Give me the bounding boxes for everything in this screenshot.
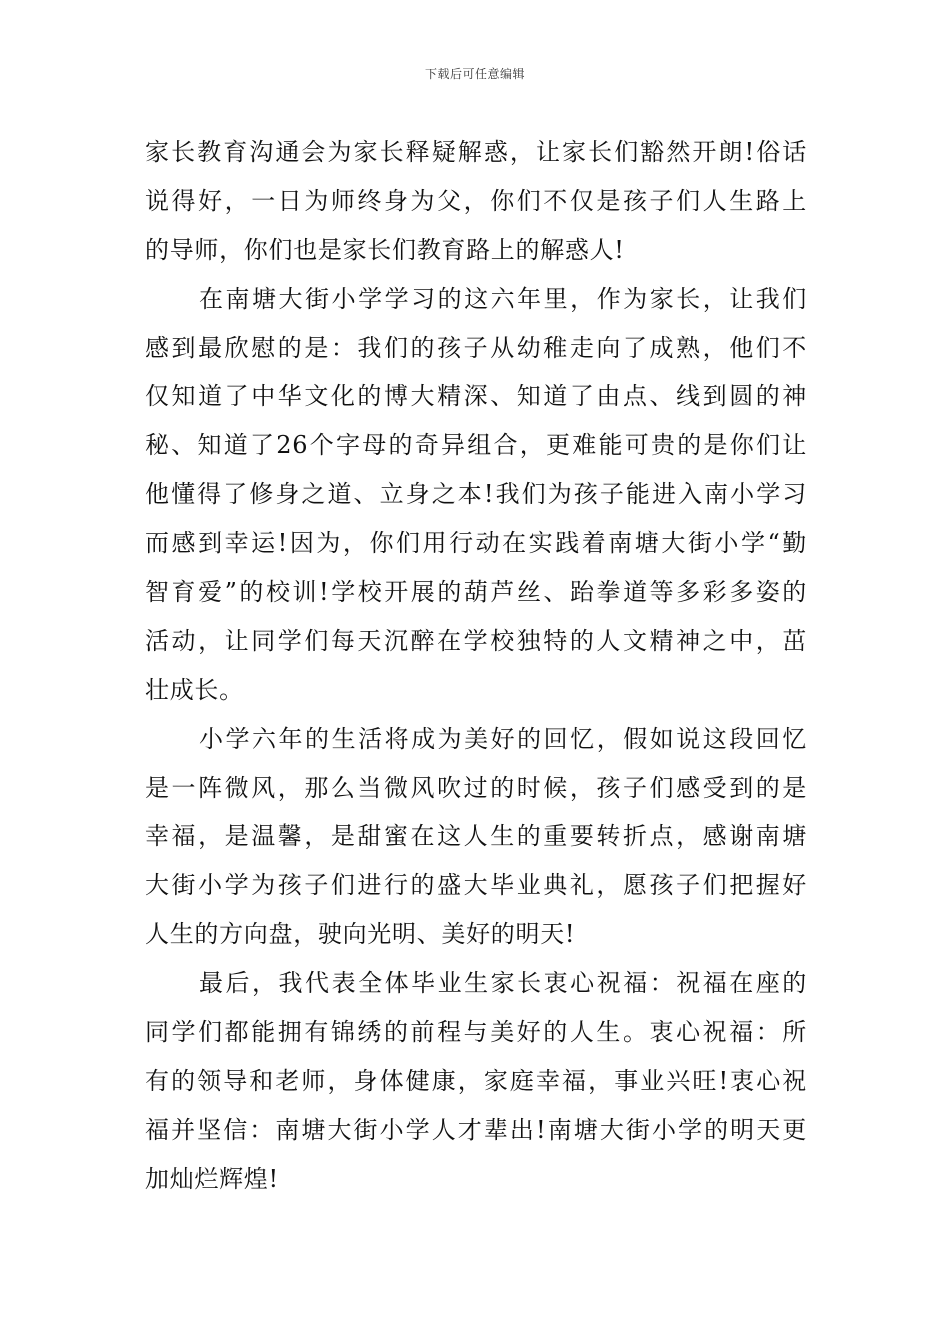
text-line: 大街小学为孩子们进行的盛大毕业典礼，愿孩子们把握好 [145, 871, 807, 900]
text-line: 他懂得了修身之道、立身之本!我们为孩子能进入南小学习 [145, 480, 807, 509]
text-line: 仅知道了中华文化的博大精深、知道了由点、线到圆的神 [145, 382, 807, 411]
text-line: 而感到幸运!因为，你们用行动在实践着南塘大街小学“勤 [145, 529, 807, 558]
text-line: 同学们都能拥有锦绣的前程与美好的人生。衷心祝福：所 [145, 1018, 807, 1047]
paragraph-first-line: 最后，我代表全体毕业生家长衷心祝福：祝福在座的 [199, 969, 807, 998]
text-line: 有的领导和老师，身体健康，家庭幸福，事业兴旺!衷心祝 [145, 1066, 807, 1095]
text-line: 智育爱”的校训!学校开展的葫芦丝、跆拳道等多彩多姿的 [145, 578, 807, 607]
header-note: 下载后可任意编辑 [424, 67, 525, 81]
text-line: 秘、知道了26个字母的奇异组合，更难能可贵的是你们让 [145, 431, 807, 460]
text-line: 的导师，你们也是家长们教育路上的解惑人! [145, 235, 625, 264]
text-line: 是一阵微风，那么当微风吹过的时候，孩子们感受到的是 [145, 773, 807, 802]
text-line: 家长教育沟通会为家长释疑解惑，让家长们豁然开朗!俗话 [145, 138, 807, 166]
text-line: 说得好，一日为师终身为父，你们不仅是孩子们人生路上 [145, 186, 807, 215]
paragraph-first-line: 在南塘大街小学学习的这六年里，作为家长，让我们 [199, 284, 807, 313]
text-line: 幸福，是温馨，是甜蜜在这人生的重要转折点，感谢南塘 [145, 822, 807, 851]
document-body [145, 128, 807, 1204]
text-line: 福并坚信：南塘大街小学人才辈出!南塘大街小学的明天更 [145, 1115, 807, 1144]
text-line: 加灿烂辉煌! [145, 1164, 279, 1193]
text-line: 壮成长。 [145, 675, 244, 704]
paragraph-first-line: 小学六年的生活将成为美好的回忆，假如说这段回忆 [199, 724, 807, 753]
text-line: 人生的方向盘，驶向光明、美好的明天! [145, 920, 576, 949]
text-line: 活动，让同学们每天沉醉在学校独特的人文精神之中，茁 [145, 626, 807, 655]
text-line: 感到最欣慰的是：我们的孩子从幼稚走向了成熟，他们不 [145, 333, 807, 362]
